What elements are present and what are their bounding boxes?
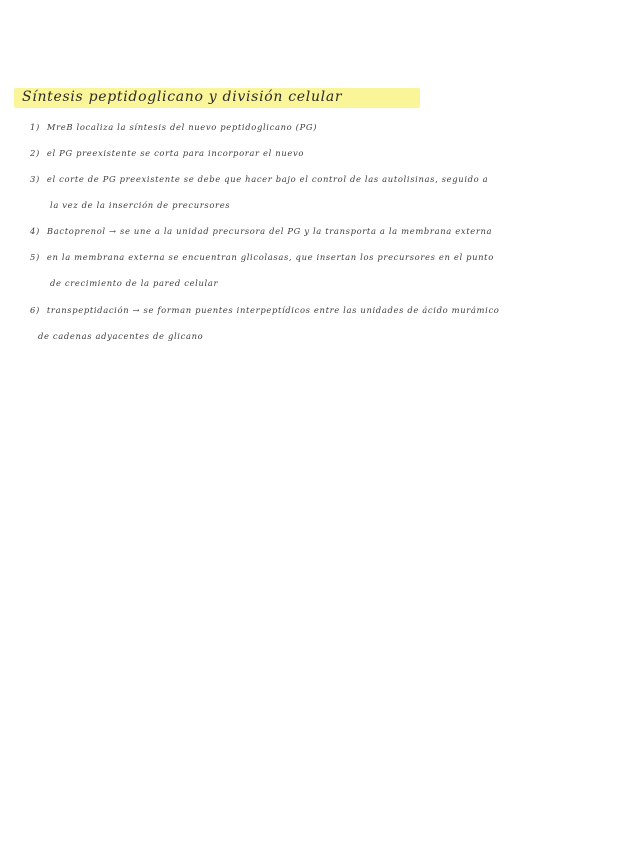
note-line-1 <box>30 122 317 132</box>
note-line-6 <box>30 305 500 315</box>
line-text: de cadenas adyacentes de glicano <box>38 331 204 341</box>
note-line-3-cont <box>50 200 230 210</box>
note-line-3 <box>30 174 488 184</box>
line-text: de crecimiento de la pared celular <box>50 278 219 288</box>
note-line-5-cont <box>50 278 218 288</box>
line-text: MreB localiza la síntesis del nuevo peptidoglicano (PG) <box>46 122 318 132</box>
line-text: Bactoprenol → se une a la unidad precursora del PG y la transporta a la membrana externa <box>46 226 493 236</box>
page-title: Síntesis peptidoglicano y división celular <box>22 89 343 105</box>
line-text: transpeptidación → se forman puentes interpeptídicos entre las unidades de ácido murámico <box>46 305 500 315</box>
line-number: 2) <box>30 148 40 158</box>
line-text: en la membrana externa se encuentran glicolasas, que insertan los precursores en el punto <box>46 252 494 262</box>
line-number: 5) <box>30 252 40 262</box>
line-number: 4) <box>30 226 40 236</box>
line-text: el PG preexistente se corta para incorporar el nuevo <box>46 148 305 158</box>
line-number: 1) <box>30 122 40 132</box>
note-line-4 <box>30 226 492 236</box>
line-text: el corte de PG preexistente se debe que hacer bajo el control de las autolisinas, seguido a <box>46 174 489 184</box>
line-number: 3) <box>30 174 40 184</box>
title-block <box>14 88 420 108</box>
line-number: 6) <box>30 305 40 315</box>
note-line-2 <box>30 148 304 158</box>
line-text: la vez de la inserción de precursores <box>50 200 231 210</box>
note-line-6-cont <box>38 331 203 341</box>
note-line-5 <box>30 252 494 262</box>
